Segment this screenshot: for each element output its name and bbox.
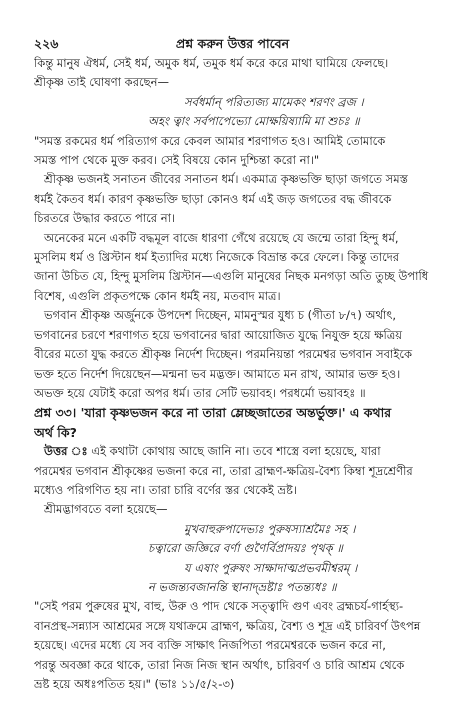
text-line: কিন্তু মানুষ ঐধর্ম, সেই ধর্ম, অমুক ধর্ম, তমুক ধর্ম করে করে মাথা ঘামিয়ে ফেলছে। — [34, 56, 389, 70]
text-line: বীরের মতো যুদ্ধ করতে শ্রীকৃষ্ণ নির্দেশ দিচ্ছেন। পরমনিয়ন্তা পরমেশ্বর ভগবান সবাইকে — [34, 347, 413, 362]
text-line: "সেই পরম পুরুষের মুখ, বাহু, উরু ও পাদ থেকে সত্ত্বাদি গুণ এবং ব্রহ্মচর্য-গার্হস্থ্য- — [34, 599, 404, 614]
text-line: অভক্ত হয়ে যেটাই করো অপর ধর্ম। তার সেটি ভয়াবহ। পরধর্মো ভয়াবহঃ ॥ — [34, 385, 366, 400]
text-line: ভ্রষ্ট হয়ে অধঃপতিত হয়।" (ভাঃ ১১/৫/২-৩) — [34, 677, 235, 691]
page-header — [34, 26, 431, 54]
answer-label: উত্তর ঃ — [44, 444, 88, 459]
text-line: শ্রীকৃষ্ণ তাই ঘোষণা করছেন— — [34, 75, 169, 90]
page-number: ২২৬ — [34, 36, 59, 51]
verse-line: ন ভজন্ত্যবজানন্তি স্থানাদ্‌ভ্রষ্টাঃ পতন্ত্যধঃ ॥ — [148, 579, 337, 594]
text-line: শ্রীকৃষ্ণ ভজনই সনাতন জীবের সনাতন ধর্ম। একমাত্র কৃষ্ণভক্তি ছাড়া জগতে সমস্ত — [44, 172, 408, 187]
question-heading: প্রশ্ন ৩৩। 'যারা কৃষ্ণভজন করে না তারা ম্লেচ্ছজাতের অন্তর্ভুক্ত।' এ কথার — [34, 405, 392, 421]
page-body — [34, 54, 431, 694]
text-line: অনেকের মনে একটি বদ্ধমূল বাজে ধারণা গেঁথে রয়েছে যে জন্মে তারা হিন্দু ধর্ম, — [44, 230, 399, 245]
text-line: ভগবানের চরণে শরণাগত হয়ে ভগবানের দ্বারা আয়োজিত যুদ্ধে নিযুক্ত হয়ে ক্ষত্রিয় — [34, 327, 403, 342]
answer-text: এই কথাটা কোথায় আছে জানি না। তবে শাস্ত্রে বলা হয়েছে, যারা — [91, 444, 381, 459]
text-line: পরন্তু অবজ্ঞা করে থাকে, তারা নিজ নিজ স্থান অর্থাৎ, চারিবর্ণ ও চারি আশ্রম থেকে — [34, 657, 405, 672]
verse-line: চত্বারো জজ্ঞিরে বর্ণা গুণৈর্বিপ্রাদয়ঃ পৃথক্‌ ॥ — [148, 541, 343, 556]
text-line: জানা উচিত যে, হিন্দু মুসলিম খ্রিস্টান—এগুলি মানুষের নিছক মনগড়া অতি তুচ্ছ উপাধি — [34, 269, 429, 284]
text-line: ভগবান শ্রীকৃষ্ণ অর্জুনকে উপদেশ দিচ্ছেন, মামনুস্মর যুধ্য চ (গীতা ৮/৭) অর্থাৎ, — [44, 308, 397, 323]
verse-line: য এষাং পুরুষং সাক্ষাদাত্মপ্রভবমীশ্বরম্‌ । — [184, 560, 358, 575]
question-heading: অর্থ কি? — [34, 424, 77, 440]
text-line: সমস্ত পাপ থেকে মুক্ত করব। সেই বিষয়ে কোন দুশ্চিন্তা করো না।" — [34, 153, 320, 168]
answer-line: পরমেশ্বর ভগবান শ্রীকৃষ্ণের ভজনা করে না, তারা ব্রাহ্মণ-ক্ষত্রিয়-বৈশ্য কিম্বা শূদ্রশ্রেণীর — [34, 463, 413, 478]
text-line: "সমস্ত রকমের ধর্ম পরিত্যাগ করে কেবল আমার শরণাগত হও। আমিই তোমাকে — [34, 133, 386, 148]
text-line: বিশেষ, এগুলি প্রকৃতপক্ষে কোন ধর্মই নয়, মতবাদ মাত্র। — [34, 288, 281, 303]
text-line: ভক্ত হতে নির্দেশ দিয়েছেন—মন্মনা ভব মদ্ভক্ত। আমাতে মন রাখ, আমার ভক্ত হও। — [34, 366, 401, 381]
text-line: ধর্মই কৈতব ধর্ম। কারণ কৃষ্ণভক্তি ছাড়া কোনও ধর্ম এই জড় জগতের বদ্ধ জীবকে — [34, 191, 392, 206]
text-line: মুসলিম ধর্ম ও খ্রিস্টান ধর্ম ইত্যাদির মধ্যে নিজেকে বিভ্রান্ত করে ফেলে। কিন্তু তাদের — [34, 250, 400, 265]
answer-line — [34, 442, 431, 461]
verse-line: অহং ত্বাং সর্বপাপেভ্যো মোক্ষয়িষ্যামি মা শুচঃ ॥ — [148, 114, 360, 129]
verse-line: মুখবাহুরুপাদেভ্যঃ পুরুষস্যাশ্রমৈঃ সহ । — [184, 521, 356, 536]
answer-line: মধ্যেও পরিগণিত হয় না। তারা চারি বর্ণের স্তর থেকেই ভ্রষ্ট। — [34, 482, 298, 497]
bhagavatam-intro: শ্রীমদ্ভাগবতে বলা হয়েছে— — [44, 502, 168, 517]
text-line: চিরতরে উদ্ধার করতে পারে না। — [34, 211, 176, 226]
text-line: বানপ্রস্থ-সন্ন্যাস আশ্রমের সঙ্গে যথাক্রমে ব্রাহ্মণ, ক্ষত্রিয়, বৈশ্য ও শূদ্র এই চারিবর্ণ উৎপন্ন — [34, 618, 421, 633]
running-title: প্রশ্ন করুন উত্তর পাবেন — [175, 36, 290, 51]
text-line: হয়েছে। এদের মধ্যে যে সব ব্যক্তি সাক্ষাৎ নিজপিতা পরমেশ্বরকে ভজন করে না, — [34, 638, 386, 653]
verse-line: সর্বধর্মান্‌ পরিত্যজ্য মামেকং শরণং ব্রজ । — [184, 94, 364, 109]
